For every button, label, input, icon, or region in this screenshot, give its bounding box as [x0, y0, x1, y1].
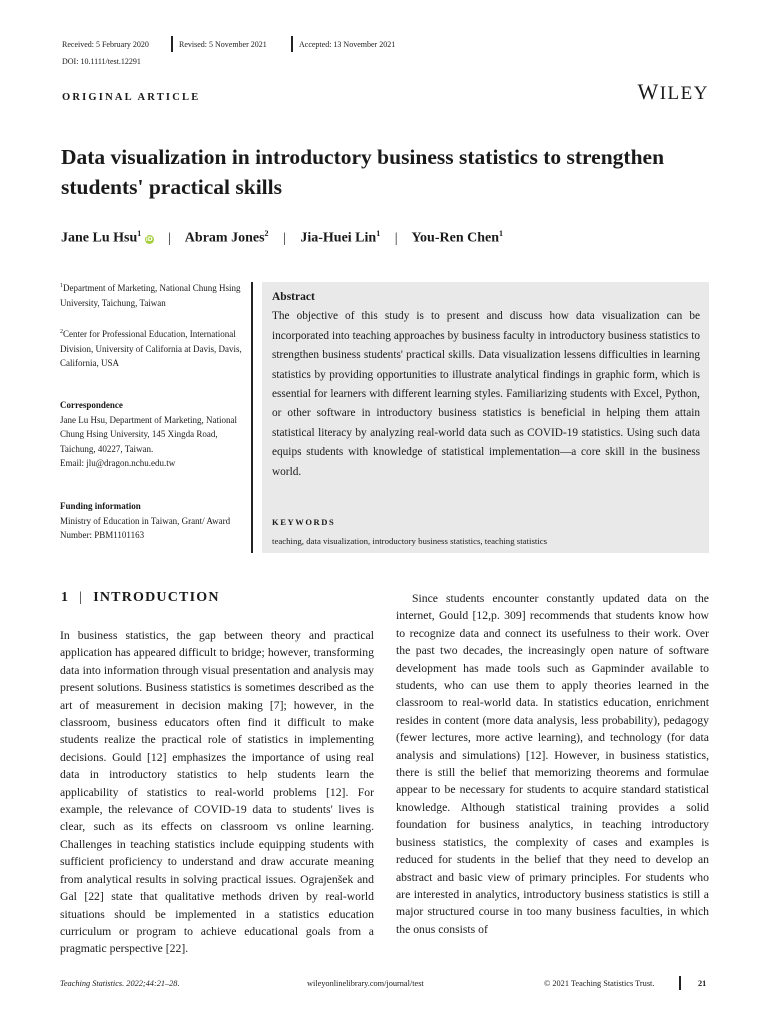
- author-name[interactable]: Abram Jones: [184, 230, 265, 246]
- copyright: © 2021 Teaching Statistics Trust.: [544, 979, 655, 988]
- author-separator: |: [168, 230, 172, 246]
- header-divider: [291, 36, 293, 52]
- accepted-date: Accepted: 13 November 2021: [299, 40, 396, 49]
- abstract-heading: Abstract: [272, 291, 315, 303]
- correspondence: [60, 398, 245, 471]
- abstract-text: The objective of this study is to present and discuss how data visualization can be incorporated into teaching approaches by business faculty in introductory business statistics to strengthen business students' practical skills. Data visualization lessens difficulties in learning statistics by providing opportunities to illustrate analytical findings in graphic form, which is essential for learners with different learning styles. Familiarizing students with Excel, Python, or other software in introductory business statistics is beneficial in helping them attain statistical literacy by analyzing real-world data such as COVID-19 statistics. Using such data equips students with knowledge of statistical implementation—a core skill in the business world.: [272, 310, 700, 478]
- author-affiliation-sup: 1: [499, 229, 504, 238]
- revised-date: Revised: 5 November 2021: [179, 40, 267, 49]
- author-name[interactable]: Jane Lu Hsu: [61, 230, 138, 246]
- section-heading: 1 | INTRODUCTION: [61, 590, 220, 605]
- correspondence-email[interactable]: Email: jlu@dragon.nchu.edu.tw: [60, 458, 176, 468]
- author-separator: |: [283, 230, 286, 246]
- footer-divider: [679, 976, 681, 990]
- author-name[interactable]: You-Ren Chen: [411, 230, 500, 246]
- author-separator: |: [394, 230, 398, 246]
- header-divider: [171, 36, 173, 52]
- journal-citation: Teaching Statistics. 2022;44:21–28.: [60, 979, 180, 988]
- section-number: 1: [61, 590, 70, 605]
- author-affiliation-sup: 1: [137, 229, 142, 238]
- author-name[interactable]: Jia-Huei Lin: [300, 230, 377, 246]
- author-affiliation-sup: 1: [376, 229, 381, 238]
- body-column-left: In business statistics, the gap between theory and practical application has appeared difficult to bridge; however, transforming data into information through visual presentation and analysis may present solutions. Business statistics is sometimes described as the art of measurement in decision making [7]; however, in the classroom, business educators often find it difficult to make students realize the practical role of statistics in implementing decisions. Gould [12] emphasizes the importance of using real data in introductory statistics to help students learn the applicability of statistics to real-world problems [12]. For example, the relevance of COVID-19 data to students' lives is clear, such as its effects on classroom vs online learning. Challenges in teaching statistics include equipping students with sufficient proficiency to understand and draw accurate meaning from analytical results in solving practical issues. Ograjenšek and Gal [22] state that qualitative methods driven by real-world situations should be implemented in a statistics education curriculum or program to achieve educational goals from a pragmatic perspective [22].: [60, 629, 374, 956]
- page-number: 21: [698, 979, 707, 988]
- doi[interactable]: DOI: 10.1111/test.12291: [62, 57, 141, 66]
- orcid-icon[interactable]: iD: [145, 235, 153, 243]
- publisher-logo: WILEY: [637, 79, 709, 104]
- keywords-heading: KEYWORDS: [272, 517, 336, 527]
- funding-text: Ministry of Education in Taiwan, Grant/ Award Number: PBM1101163: [60, 515, 231, 540]
- received-date: Received: 5 February 2020: [62, 40, 149, 49]
- funding-info: [60, 499, 245, 543]
- author-affiliation-sup: 2: [264, 229, 269, 238]
- affiliation: $^1$Department of Marketing, National Chung Hsing University, Taichung, Taiwan: [60, 283, 241, 308]
- section-label: ORIGINAL ARTICLE: [62, 92, 201, 103]
- article-title: Data visualization in introductory business statistics to strengthen students' practical skills: [61, 145, 665, 199]
- correspondence-heading: Correspondence: [60, 400, 123, 410]
- section-title: INTRODUCTION: [93, 590, 220, 605]
- journal-url[interactable]: wileyonlinelibrary.com/journal/test: [307, 979, 424, 988]
- correspondence-address: Jane Lu Hsu, Department of Marketing, National Chung Hsing University, 145 Xingda Road, Taichung, 40227, Taiwan.: [60, 414, 237, 454]
- author-list: [61, 229, 503, 247]
- sidebar-divider: [251, 282, 253, 553]
- abstract-box: [262, 282, 709, 553]
- keywords: teaching, data visualization, introductory business statistics, teaching statistics: [272, 536, 548, 546]
- body-column-right: Since students encounter constantly updated data on the internet, Gould [12,p. 309] recommends that students know how to recognize data and connect its usefulness to their work. Over the past two decades, the increasingly open nature of software development has made tools such as Gapminder available to students, who can use them to apply theories learned in the classroom to real-world data. In statistics education, enrichment resides in content (more data analysis, less probability), pedagogy (fewer lectures, more active learning), and technology (for data analysis and simulations) [12]. However, in business statistics, there is still the belief that memorizing theorems and formulae appear to be necessary for students to acquire standard statistical knowledge. Although statistical training provides a solid foundation for business analytics, in teaching introductory business statistics, the complexity of cases and examples is reduced for students in the belief that they need to develop an abstract and basic view of primary principles. For students who are interested in analytics, introductory business statistics is still a major structured course in too many business faculties, in which the onus consists of: [396, 592, 709, 936]
- funding-heading: Funding information: [60, 501, 141, 511]
- affiliation: $^2$Center for Professional Education, International Division, University of California at Davis, Davis, California, USA: [60, 329, 242, 368]
